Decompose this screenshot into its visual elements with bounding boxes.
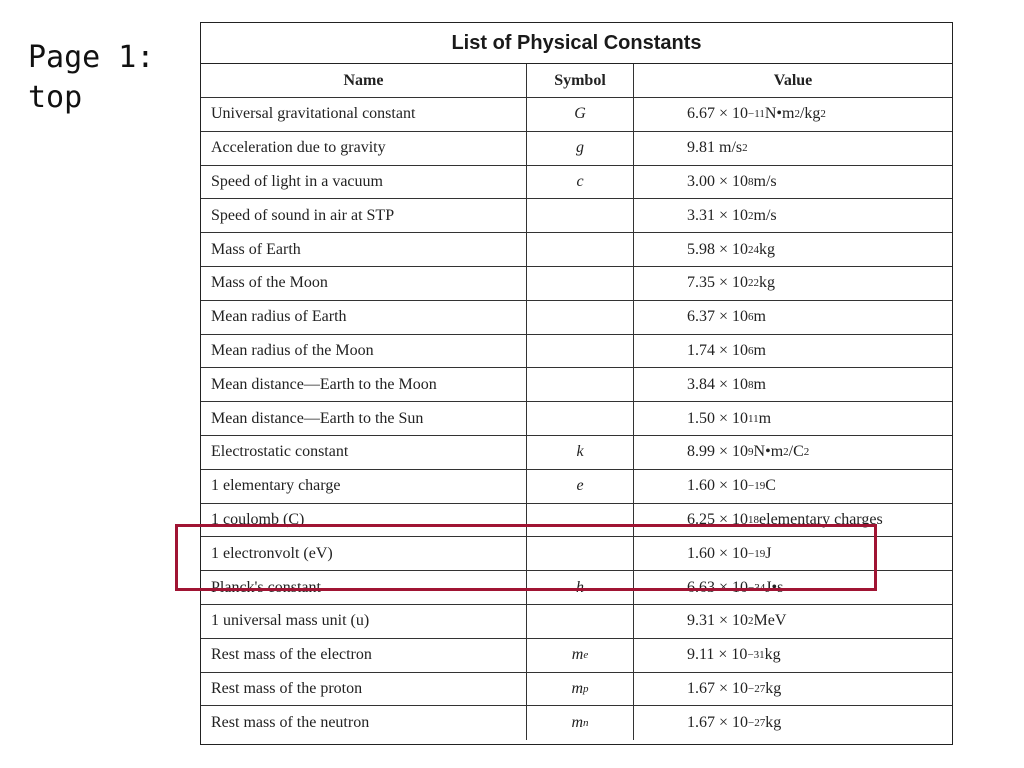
constant-symbol (527, 605, 634, 638)
constant-symbol: m p (527, 673, 634, 706)
constant-value: 9.31 × 10 2 MeV (687, 612, 787, 630)
constant-name: Rest mass of the neutron (201, 706, 527, 740)
constant-symbol (527, 402, 634, 435)
constant-value: 6.25 × 10 18 elementary charges (687, 510, 883, 528)
constant-value: 1.67 × 10 −27 kg (687, 679, 782, 697)
constant-name: Mean radius of Earth (201, 301, 527, 334)
table-row (201, 402, 952, 436)
constant-name: Mean distance—Earth to the Sun (201, 402, 527, 435)
table-row (201, 199, 952, 233)
constant-name: Universal gravitational constant (201, 98, 527, 131)
constant-symbol: g (527, 132, 634, 165)
constant-value: 7.35 × 10 22 kg (687, 274, 776, 292)
table-row (201, 166, 952, 200)
constant-value: 1.50 × 10 11 m (687, 409, 772, 427)
constant-symbol: k (527, 436, 634, 469)
constant-name: 1 universal mass unit (u) (201, 605, 527, 638)
table-body (201, 98, 952, 740)
constant-symbol: e (527, 470, 634, 503)
constant-value: 3.31 × 10 2 m/s (687, 206, 777, 224)
constant-name: 1 coulomb (C) (201, 504, 527, 537)
constant-symbol (527, 335, 634, 368)
table-row (201, 639, 952, 673)
constant-value: 6.67 × 10 −11 N•m 2 /kg 2 (687, 105, 826, 123)
table-row (201, 706, 952, 740)
constant-value: 6.37 × 10 6 m (687, 308, 766, 326)
constant-value: 3.84 × 10 8 m (687, 375, 766, 393)
slide-label-line-1: Page 1: (28, 40, 155, 75)
table-row (201, 537, 952, 571)
constant-symbol: G (527, 98, 634, 131)
constant-name: Mean radius of the Moon (201, 335, 527, 368)
constant-symbol: m e (527, 639, 634, 672)
table-row (201, 301, 952, 335)
table-row (201, 233, 952, 267)
constant-value: 3.00 × 10 8 m/s (687, 172, 777, 190)
constant-symbol (527, 233, 634, 266)
table-row (201, 470, 952, 504)
constant-symbol: h (527, 571, 634, 604)
constant-name: Mass of the Moon (201, 267, 527, 300)
constant-symbol (527, 504, 634, 537)
table-row (201, 605, 952, 639)
constant-name: Acceleration due to gravity (201, 132, 527, 165)
constant-symbol (527, 199, 634, 232)
constant-symbol (527, 368, 634, 401)
slide-label-line-2: top (28, 80, 83, 115)
constant-name: Electrostatic constant (201, 436, 527, 469)
table-row (201, 132, 952, 166)
slide-label (28, 38, 154, 118)
constant-name: Speed of light in a vacuum (201, 166, 527, 199)
physical-constants-table (200, 22, 953, 745)
constant-value: 9.11 × 10 −31 kg (687, 646, 781, 664)
table-row (201, 436, 952, 470)
constant-name: Mean distance—Earth to the Moon (201, 368, 527, 401)
table-row (201, 673, 952, 707)
constant-symbol (527, 267, 634, 300)
header-value: Value (773, 71, 813, 89)
table-row (201, 571, 952, 605)
table-row (201, 335, 952, 369)
constant-name: Rest mass of the proton (201, 673, 527, 706)
header-symbol: Symbol (527, 64, 634, 97)
constant-symbol (527, 537, 634, 570)
constant-value: 6.63 × 10 −34 J•s (687, 578, 784, 596)
table-title: List of Physical Constants (201, 23, 952, 64)
constant-value: 1.74 × 10 6 m (687, 341, 766, 359)
table-header-row (201, 64, 952, 98)
header-name: Name (201, 64, 527, 97)
constant-value: 1.60 × 10 −19 C (687, 477, 776, 495)
constant-name: Speed of sound in air at STP (201, 199, 527, 232)
constant-value: 5.98 × 10 24 kg (687, 240, 776, 258)
constant-symbol: m n (527, 706, 634, 740)
constant-value: 1.67 × 10 −27 kg (687, 714, 782, 732)
constant-name: Rest mass of the electron (201, 639, 527, 672)
table-row (201, 504, 952, 538)
table-row (201, 368, 952, 402)
constant-value: 1.60 × 10 −19 J (687, 544, 772, 562)
constant-value: 8.99 × 10 9 N•m 2 /C 2 (687, 443, 810, 461)
constant-symbol: c (527, 166, 634, 199)
constant-name: Mass of Earth (201, 233, 527, 266)
constant-name: Planck's constant (201, 571, 527, 604)
table-row (201, 98, 952, 132)
constant-value: 9.81 m/s 2 (687, 139, 748, 157)
table-row (201, 267, 952, 301)
constant-name: 1 electronvolt (eV) (201, 537, 527, 570)
constant-symbol (527, 301, 634, 334)
constant-name: 1 elementary charge (201, 470, 527, 503)
